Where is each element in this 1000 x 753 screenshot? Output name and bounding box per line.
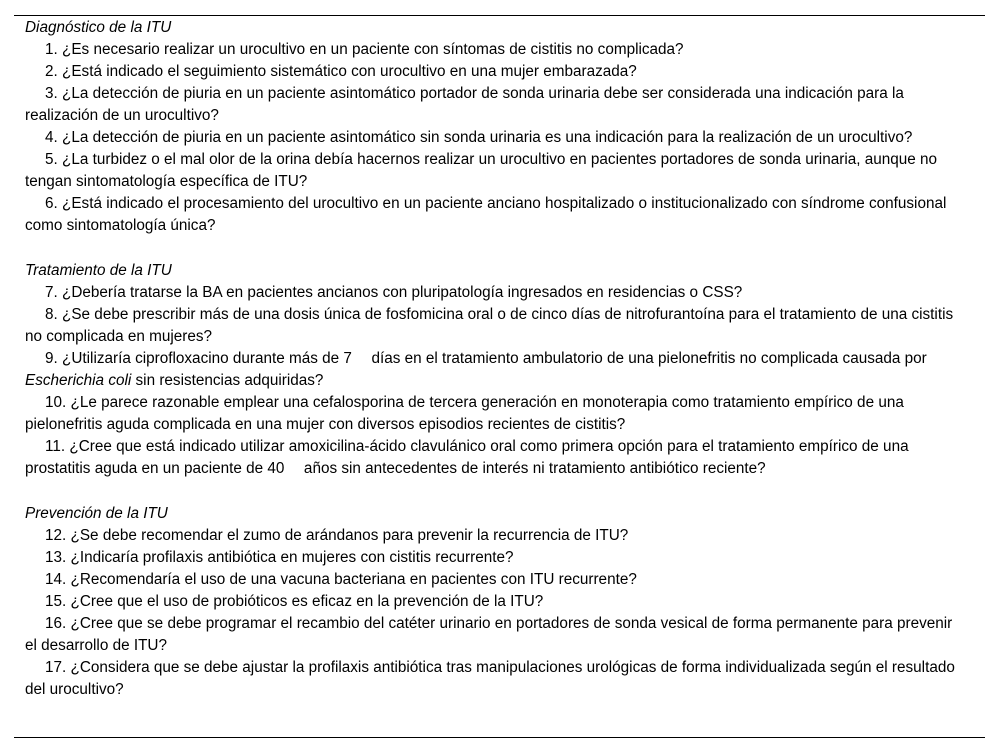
question-17: 17. ¿Considera que se debe ajustar la profilaxis antibiótica tras manipulaciones urológicas de forma individualizada según el resultado del urocultivo? [25, 659, 955, 698]
question-14: 14. ¿Recomendaría el uso de una vacuna bacteriana en pacientes con ITU recurrente? [45, 571, 637, 588]
question-2: 2. ¿Está indicado el seguimiento sistemático con urocultivo en una mujer embarazada? [45, 63, 637, 80]
table-bottom-rule [14, 737, 985, 738]
section-spacer [25, 480, 960, 503]
question-10: 10. ¿Le parece razonable emplear una cefalosporina de tercera generación en monoterapia como tratamiento empírico de una pielonefritis aguda complicada en una mujer con diversos episodios recientes de cistitis? [25, 394, 904, 433]
question-9 [25, 348, 960, 392]
question-4: 4. ¿La detección de piuria en un paciente asintomático sin sonda urinaria es una indicación para la realización de un urocultivo? [45, 129, 913, 146]
question-12: 12. ¿Se debe recomendar el zumo de arándanos para prevenir la recurrencia de ITU? [45, 527, 629, 544]
question-15: 15. ¿Cree que el uso de probióticos es eficaz en la prevención de la ITU? [45, 593, 544, 610]
question-3: 3. ¿La detección de piuria en un paciente asintomático portador de sonda urinaria debe ser considerada una indicación para la realización de un urocultivo? [25, 85, 904, 124]
question-8: 8. ¿Se debe prescribir más de una dosis única de fosfomicina oral o de cinco días de nitrofurantoína para el tratamiento de una cistitis no complicada en mujeres? [25, 306, 954, 345]
section-title-prevencion: Prevención de la ITU [25, 505, 168, 522]
question-1: 1. ¿Es necesario realizar un urocultivo en un paciente con síntomas de cistitis no complicada? [45, 41, 684, 58]
question-7: 7. ¿Debería tratarse la BA en pacientes ancianos con pluripatología ingresados en residencias o CSS? [45, 284, 743, 301]
question-16: 16. ¿Cree que se debe programar el recambio del catéter urinario en portadores de sonda vesical de forma permanente para prevenir el desarrollo de ITU? [25, 615, 953, 654]
question-9-organism: Escherichia coli [25, 372, 132, 389]
question-9-text-end: sin resistencias adquiridas? [131, 372, 324, 389]
table-top-rule [14, 15, 985, 16]
section-spacer [25, 237, 960, 260]
question-9-text-start: 9. ¿Utilizaría ciprofloxacino durante más de 7 días en el tratamiento ambulatorio de una pielonefritis no complicada causada por [45, 350, 927, 367]
section-title-diagnostico: Diagnóstico de la ITU [25, 19, 172, 36]
question-13: 13. ¿Indicaría profilaxis antibiótica en mujeres con cistitis recurrente? [45, 549, 514, 566]
question-11: 11. ¿Cree que está indicado utilizar amoxicilina-ácido clavulánico oral como primera opción para el tratamiento empírico de una prostatitis aguda en un paciente de 40 años sin antecedentes de interés ni tratamiento antibiótico reciente? [25, 438, 909, 477]
questionnaire-table [25, 17, 960, 701]
section-title-tratamiento: Tratamiento de la ITU [25, 262, 172, 279]
question-6: 6. ¿Está indicado el procesamiento del urocultivo en un paciente anciano hospitalizado o institucionalizado con síndrome confusional como sintomatología única? [25, 195, 947, 234]
question-5: 5. ¿La turbidez o el mal olor de la orina debía hacernos realizar un urocultivo en pacientes portadores de sonda urinaria, aunque no tengan sintomatología específica de ITU? [25, 151, 938, 190]
